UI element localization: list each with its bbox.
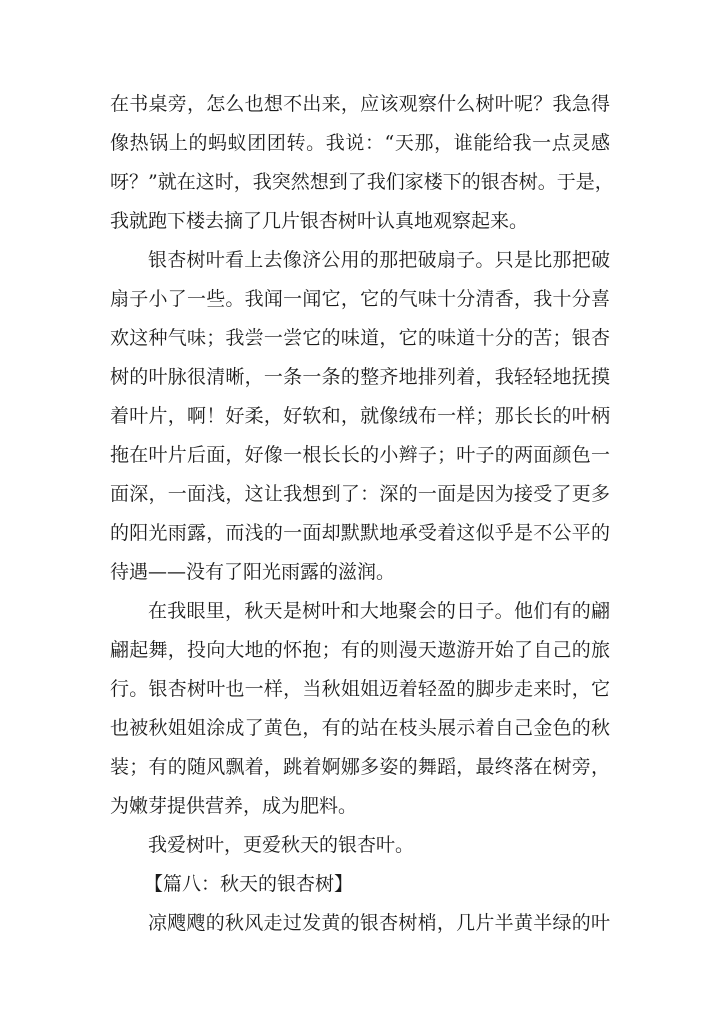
paragraph-first-line: 在我眼里，秋天是树叶和大地聚会的日子。他们有的翩 — [148, 600, 610, 622]
text-line: 翩起舞，投向大地的怀抱；有的则漫天遨游开始了自己的旅 — [110, 639, 610, 661]
text-line: 的阳光雨露，而浅的一面却默默地承受着这似乎是不公平的 — [110, 522, 610, 544]
text-line: 装；有的随风飘着，跳着婀娜多姿的舞蹈，最终落在树旁， — [110, 756, 610, 778]
text-line: 像热锅上的蚂蚁团团转。我说：“天那，谁能给我一点灵感 — [110, 132, 610, 154]
section-heading: 【篇八：秋天的银杏树】 — [144, 873, 354, 895]
text-line: 在书桌旁，怎么也想不出来，应该观察什么树叶呢？我急得 — [110, 93, 610, 115]
text-line: 拖在叶片后面，好像一根长长的小辫子；叶子的两面颜色一 — [110, 444, 610, 466]
paragraph-first-line: 我爱树叶，更爱秋天的银杏叶。 — [148, 834, 415, 856]
text-line: 也被秋姐姐涂成了黄色，有的站在枝头展示着自己金色的秋 — [110, 717, 610, 739]
text-line: 待遇——没有了阳光雨露的滋润。 — [110, 561, 396, 583]
text-line: 树的叶脉很清晰，一条一条的整齐地排列着，我轻轻地抚摸 — [110, 366, 610, 388]
paragraph-first-line: 银杏树叶看上去像济公用的那把破扇子。只是比那把破 — [148, 249, 610, 271]
paragraph-first-line: 凉飕飕的秋风走过发黄的银杏树梢，几片半黄半绿的叶 — [148, 912, 610, 934]
text-line: 着叶片，啊！好柔，好软和，就像绒布一样；那长长的叶柄 — [110, 405, 610, 427]
text-line: 扇子小了一些。我闻一闻它，它的气味十分清香，我十分喜 — [110, 288, 610, 310]
text-line: 为嫩芽提供营养，成为肥料。 — [110, 795, 358, 817]
text-line: 面深，一面浅，这让我想到了：深的一面是因为接受了更多 — [110, 483, 610, 505]
text-line: 欢这种气味；我尝一尝它的味道，它的味道十分的苦；银杏 — [110, 327, 610, 349]
text-line: 呀？”就在这时，我突然想到了我们家楼下的银杏树。于是， — [110, 171, 614, 193]
text-line: 我就跑下楼去摘了几片银杏树叶认真地观察起来。 — [110, 210, 529, 232]
text-line: 行。银杏树叶也一样，当秋姐姐迈着轻盈的脚步走来时，它 — [110, 678, 610, 700]
